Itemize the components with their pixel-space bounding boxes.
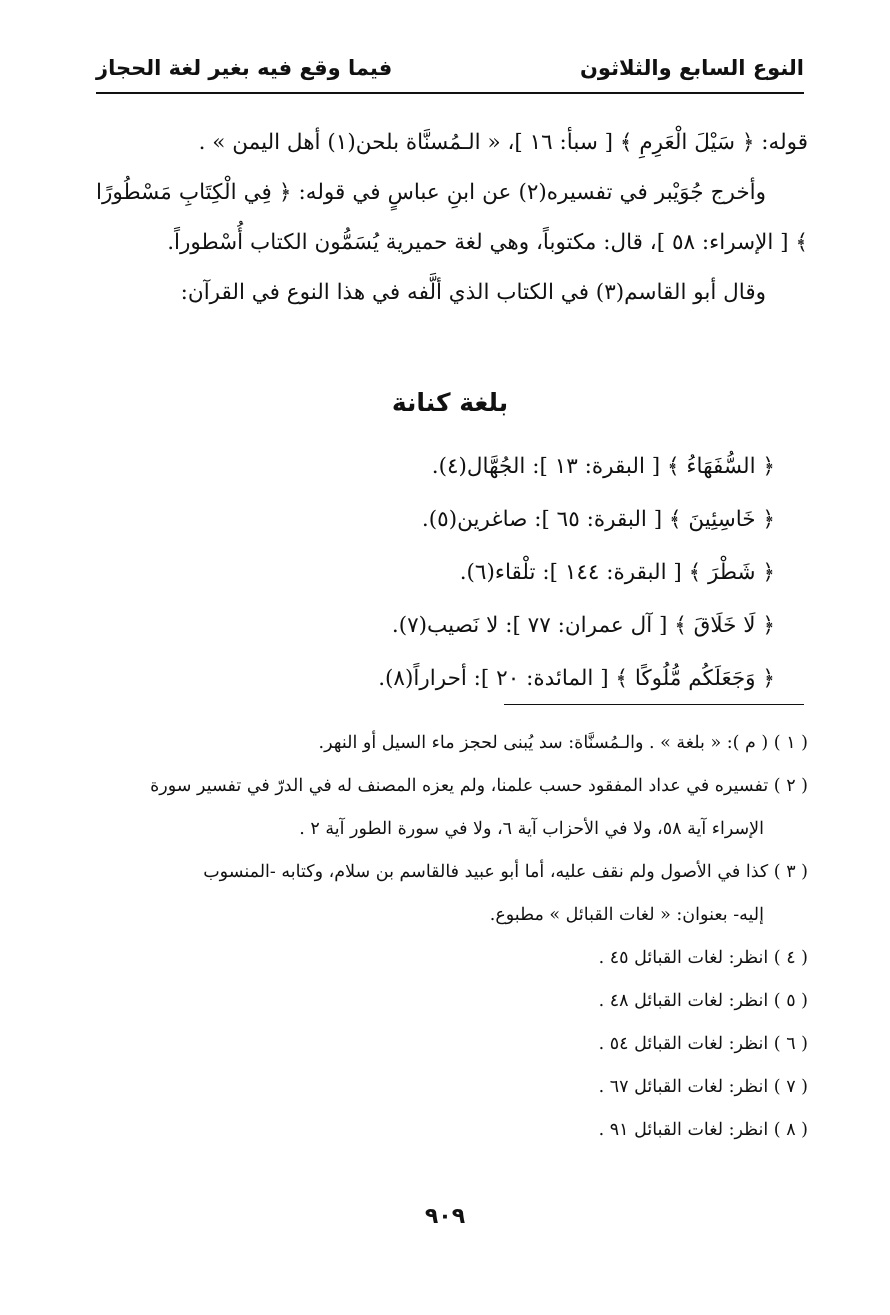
list-item: ﴿ شَطْرَ ﴾ [ البقرة: ١٤٤ ]: تلْقاء(٦). [459,560,775,585]
footnote: ( ١ ) ( م ): « بلغة » . والـمُسنَّاة: سد يُبنى لحجز ماء السيل أو النهر. [318,733,808,753]
footnote: ( ٥ ) انظر: لغات القبائل ٤٨ . [598,991,808,1011]
main-text [96,118,808,318]
footnote-continuation: الإسراء آية ٥٨، ولا في الأحزاب آية ٦، ولا في سورة الطور آية ٢ . [299,819,764,839]
list-item: ﴿ السُّفَهَاءُ ﴾ [ البقرة: ١٣ ]: الجُهَّال(٤). [431,454,775,479]
section-running-title: فيما وقع فيه بغير لغة الحجاز [96,56,393,80]
footnote: ( ٨ ) انظر: لغات القبائل ٩١ . [598,1120,808,1140]
paragraph: وقال أبو القاسم(٣) في الكتاب الذي ألَّفه في هذا النوع في القرآن: [180,280,766,305]
footnote-continuation: إليه- بعنوان: « لغات القبائل » مطبوع. [489,905,764,925]
list-item: ﴿ لَا خَلَاقَ ﴾ [ آل عمران: ٧٧ ]: لا نَصيب(٧). [391,613,775,638]
footnote: ( ٤ ) انظر: لغات القبائل ٤٥ . [598,948,808,968]
footnote: ( ٣ ) كذا في الأصول ولم نقف عليه، أما أبو عبيد فالقاسم بن سلام، وكتابه -المنسوب [203,862,808,882]
list-item: ﴿ وَجَعَلَكُم مُّلُوكًا ﴾ [ المائدة: ٢٠ ]: أحراراً(٨). [378,666,775,691]
page-number: ٩٠٩ [424,1204,466,1229]
footnote: ( ٦ ) انظر: لغات القبائل ٥٤ . [598,1034,808,1054]
footnotes [96,722,808,1152]
footnote: ( ٧ ) انظر: لغات القبائل ٦٧ . [598,1077,808,1097]
word-list [135,440,775,705]
chapter-title: النوع السابع والثلاثون [580,56,804,80]
running-header [96,52,804,94]
paragraph: قوله: ﴿ سَيْلَ الْعَرِمِ ﴾ [ سبأ: ١٦ ]، « الـمُسنَّاة بلحن(١) أهل اليمن » . [198,130,808,155]
list-item: ﴿ خَاسِئِينَ ﴾ [ البقرة: ٦٥ ]: صاغرين(٥). [421,507,775,532]
paragraph: وأخرج جُوَيْبر في تفسيره(٢) عن ابنِ عباسٍ في قوله: ﴿ فِي الْكِتَابِ مَسْطُورًا ﴾ [ الإسراء: ٥٨ ]، قال: مكتوباً، وهي لغة حميرية يُسَمُّون الكتاب أُسْطوراً. [96,180,808,255]
section-heading: بلغة كنانة [391,388,509,417]
footnote: ( ٢ ) تفسيره في عداد المفقود حسب علمنا، ولم يعزه المصنف له في الدرّ في تفسير سورة [150,776,808,796]
footnote-divider [504,704,804,705]
